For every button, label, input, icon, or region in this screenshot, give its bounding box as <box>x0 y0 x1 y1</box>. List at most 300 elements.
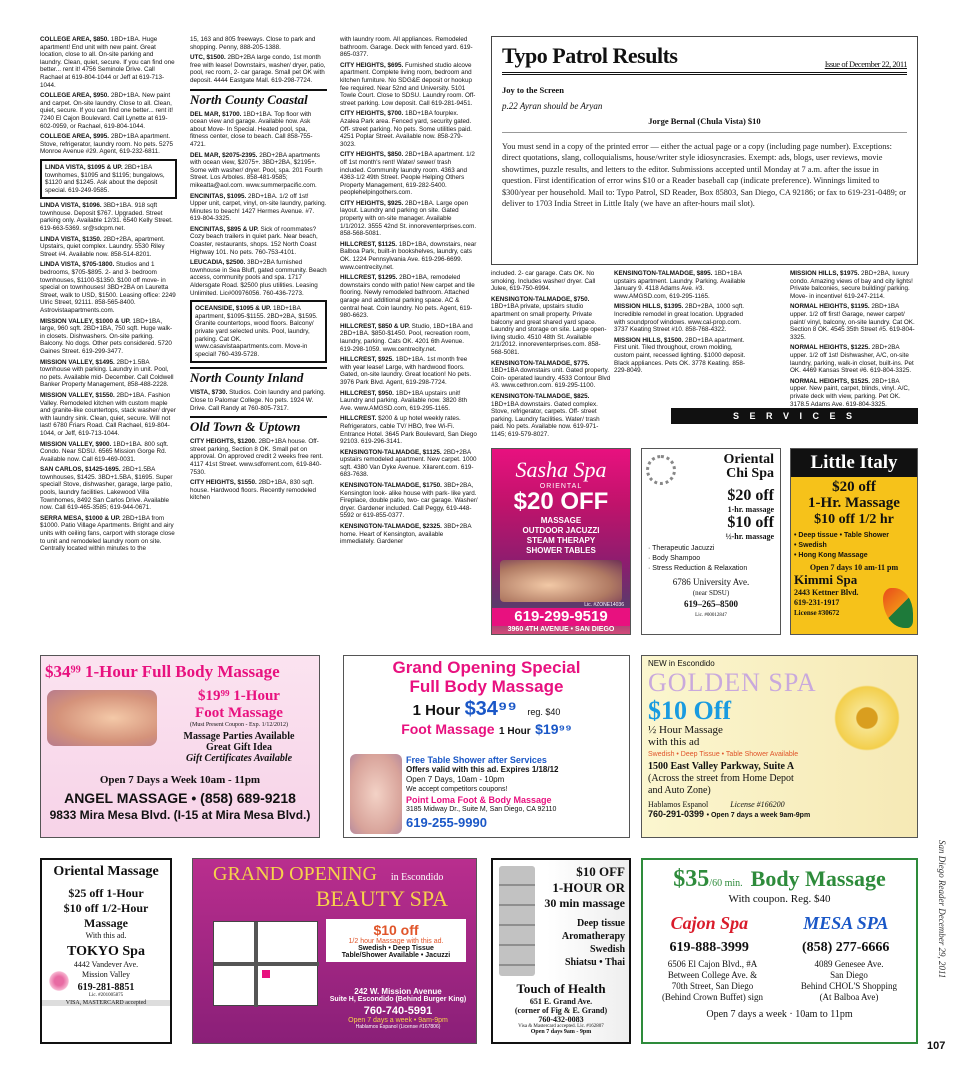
listing-text: 2BD+2BA upstairs remodeled apartment. New carpet. 1000 sqft. 4380 Van Dyke Avenue. Xilarent.com. 619-683-7638. <box>340 448 477 479</box>
golden-new: NEW in Escondido <box>648 659 715 668</box>
grand-hour-label: 1 Hour <box>412 702 461 719</box>
listing <box>340 62 478 108</box>
tokyo-offer-1: $25 off 1-Hour <box>68 886 144 900</box>
listing-text: 3BD+2BA furnished townhouse in Sea Bluff, gated community. Beach access, community pools and spa. 1717 Aldersgate Road. $2500 plus utilities. Leasing Unlimited. Lic#00976056. 760-436-7273. <box>190 259 327 297</box>
listing-text: 2BD+1.5BA townhouses, $1425. 3BD+1.5BA, $1695. Super special! Stove, dishwasher, garage, large patio, pools, laundry facilities. Lakewood Villa Townhomes, 8492 San Carlos Drive. Available now. Call 619-465-3585; 619-944-0671. <box>40 466 173 512</box>
listing-text: 1BD+1BA. 800 sqft. Condo. Near SDSU. 6565 Mission Gorge Rd. Available now. Call 619-469-0031. <box>40 440 169 463</box>
angel-perk-1: Massage Parties Available <box>183 731 295 742</box>
grand-hours: Open 7 Days, 10am - 10pm <box>406 775 505 784</box>
listing-heading: MISSION VALLEY, $1550. <box>40 391 115 399</box>
touch-name: Touch of Health <box>516 981 606 996</box>
listing-heading: LEUCADIA, $2500. <box>190 259 246 267</box>
listing <box>190 152 327 190</box>
cajon-per: /60 min. <box>709 878 743 889</box>
little-italy-title: Little Italy <box>810 452 898 473</box>
listing-text: 2BD+1BA townhomes, $1095 and $1195; bungalows, $1120 and $1245. Ask about the deposit special. 619-249-9585. <box>45 163 165 194</box>
classified-column-5 <box>614 270 754 400</box>
listing-text: 15, 163 and 805 freeways. Close to park and shopping. Penny, 888-205-1388. <box>190 36 316 51</box>
grand-title-1: Grand Opening Special <box>392 658 581 677</box>
angel-name-phone: ANGEL MASSAGE • (858) 689-9218 <box>64 790 296 806</box>
typo-winner: Jorge Bernal (Chula Vista) $10 <box>648 116 761 126</box>
listing <box>40 92 177 130</box>
listing-text: 1BD+1BA. Top floor with ocean view and garage. Available now. Ask about Move- In Special. Heated pool, spa, fitness center, close to beach. Call 858-755-4721. <box>190 110 313 148</box>
sasha-address: 3960 4TH AVENUE • SAN DIEGO <box>507 626 615 633</box>
listing-heading: LINDA VISTA, $705-1800. <box>40 261 115 269</box>
beauty-line-1: 1/2 hour Massage with this ad. <box>348 938 444 945</box>
listing-heading: HILLCREST, $1125. <box>340 240 398 248</box>
ad-tokyo-spa[interactable] <box>40 858 172 1044</box>
listing-text: Studios. Coin laundry and parking. Close to Palomar College. No pets. 1924 W. Drive. Call Randy at 760-805-7317. <box>190 389 326 412</box>
beauty-line-2: Swedish • Deep Tissue <box>358 945 434 952</box>
ad-point-loma-foot-body[interactable] <box>343 655 630 838</box>
listing <box>340 449 478 479</box>
ad-cajon-mesa-spa[interactable] <box>641 858 918 1044</box>
chi-name-1: Oriental <box>723 452 774 467</box>
listing-text: Studios and 1 bedrooms, $705-$895. 2- and 3- bedroom townhouses, $1100-$1350. $100 off move- in special on townhouses! 3BD+2BA on Lauretta Street, walk to USD, $1500. Leasing office: 2249 Ulric Street, 92111. 858-565-8400. Astrovistaapartments.com. <box>40 261 176 314</box>
listing-heading: HILLCREST. <box>340 415 377 423</box>
publication-footer: San Diego Reader December 29, 2011 <box>937 840 947 979</box>
listing-heading: CITY HEIGHTS, $695. <box>340 61 404 69</box>
touch-feature-4: Shiatsu • Thai <box>564 957 625 968</box>
little-italy-offer-1-label: 1-Hr. Massage <box>808 495 900 511</box>
chi-phone: 619–265–8500 <box>684 599 738 609</box>
listing-text: 1BD+1BA, downstairs, near Balboa Park, built-in bookshelves, laundry, cats OK. 1224 Pennsylvania Ave. 619-296-6699. www.centrecity.net. <box>340 240 477 271</box>
ad-beauty-spa[interactable] <box>192 858 477 1044</box>
ad-sasha-spa[interactable] <box>491 448 631 635</box>
section-heading-north-county-inland: North County Inland <box>190 367 327 385</box>
touch-hours: Open 7 days 9am - 9pm <box>530 1029 592 1035</box>
touch-address-1: 651 E. Grand Ave. <box>529 997 593 1006</box>
listing-heading: OCEANSIDE, $1095 & UP. <box>195 305 272 313</box>
listing <box>340 415 478 445</box>
daisy-flower-icon <box>827 678 907 758</box>
listing-text: 1BD+1BA. Huge apartment! End unit with new paint. Great location, close to all. On-site parking and laundry. Clean, quiet, secure. If you can find one better... rent it! 4756 Seminole Drive. Call Rachael at 619-804-1044 or Jeff at 619-713-1044. <box>40 36 175 89</box>
listing-text: 2BD+1BA. Large open layout. Laundry and parking on site. Gated property with on-site manager. Available 1/1/2012. 3555 42nd St. innoreventerprises.com. 858-568-5081. <box>340 199 477 238</box>
touch-phone: 760-432-0083 <box>538 1015 584 1024</box>
ad-little-italy-kimmi-spa[interactable] <box>790 448 918 635</box>
sasha-offer: $20 OFF <box>513 488 609 515</box>
sasha-line-2: OUTDOOR JACUZZI <box>522 526 600 535</box>
listing-heading: HILLCREST, $950. <box>340 389 394 397</box>
tokyo-license: Lic. #201005875 <box>88 993 124 998</box>
listing-heading: MISSION HILLS, $1500. <box>614 336 684 344</box>
listing-heading: COLLEGE AREA, $850. <box>40 36 110 43</box>
touch-offer-line-3: 30 min massage <box>544 896 625 910</box>
sasha-photo <box>500 560 622 602</box>
little-italy-feature-2: • Swedish <box>794 542 827 549</box>
angel-hours: Open 7 Days a Week 10am - 11pm <box>99 774 261 786</box>
angel-perk-3: Gift Certificates Available <box>185 753 293 764</box>
bamboo-icon <box>499 866 535 976</box>
cajon-title: Body Massage <box>750 866 886 891</box>
listing-text: 2BD+1BA from $1000. Patio Village Apartments. Bright and airy units with ceiling fans, carport with storage close to unit and remodeled laundry room on site. Centrally located within minutes to the <box>40 514 175 553</box>
sasha-name: Sasha Spa <box>515 457 607 482</box>
classified-column-6 <box>790 270 918 408</box>
listing-heading: HILLCREST, $1295. <box>340 274 398 282</box>
golden-offer: $10 Off <box>648 696 732 725</box>
angel-perk-2: Great Gift Idea <box>206 742 272 753</box>
listing <box>40 466 177 512</box>
listing-text: 2BD+2BA apartments with ocean view, $2075+. 3BD+2BA, $2195+. Some with washer/ dryer. Pool, spa. 201 Fourth Street. Los Arboles. 858-481-9585; mikeatta@aol.com. www.summerpacific.com. <box>190 151 323 189</box>
grand-offer: Offers valid with this ad. Expires 1/18/12 <box>406 765 559 774</box>
listing-heading: CITY HEIGHTS, $700. <box>340 110 404 118</box>
listing <box>40 261 177 314</box>
touch-offer: $10 OFF <box>576 864 625 879</box>
golden-address-3: and Auto Zone) <box>648 785 711 796</box>
golden-name: GOLDEN SPA <box>648 668 817 697</box>
listing-text: included. 2- car garage. Cats OK. No smoking. Includes washer/ dryer. Call Julee, 619-750-6994. <box>491 270 596 293</box>
listing <box>340 356 478 386</box>
listing <box>190 226 327 256</box>
grand-reg-price: reg. $40 <box>527 707 561 717</box>
cajon-address-4: (Behind Crown Buffet) sign <box>661 992 764 1002</box>
listing-heading: MISSION HILLS, $1975. <box>790 270 860 277</box>
listing-text: 1BD+1BA downstairs. Gated complex. Stove, refrigerator, carpets. Off- street parking. Laundry facilities. Water/ trash paid. No pets. Available now. 619-971-1145; 619-579-8027. <box>491 400 600 438</box>
ad-touch-of-health[interactable] <box>491 858 631 1044</box>
angel-coupon-note: (Must Present Coupon - Exp. 1/12/2012) <box>190 722 288 728</box>
touch-feature-3: Swedish <box>589 944 625 955</box>
listing-heading: DEL MAR, $1700. <box>190 110 242 118</box>
listing <box>40 359 177 389</box>
grand-phone: 619-255-9990 <box>406 815 487 830</box>
chi-name-2: Chi Spa <box>726 466 774 481</box>
listing <box>491 360 613 390</box>
listing-text: 2BD+2BA, luxury condo. Amazing views of bay and city lights! Private balconies, secure building/ parking. Move- in incentive! 619-247-2114. <box>790 270 913 300</box>
listing-text: 2BD+1BA apartment. 1/2 off 1st month's rent! Water/ sewer/ trash included. Community laundry room. 4363 and 4363-1/2 49th Street. People Helping Others Property Management, 619-282-5400. peoplehelpingothers.com. <box>340 151 475 197</box>
beauty-map <box>213 921 318 1006</box>
listing-text: 1BD+1BA downstairs unit. Gated property. Coin- operated laundry. 4533 Contour Blvd #3. www.cethron.com. 619-295-1100. <box>491 367 611 390</box>
golden-language: Hablamos Espanol <box>648 800 709 809</box>
sasha-line-3: STEAM THERAPY <box>526 536 596 545</box>
listing-text: 3BD+2BA home. Heart of Kensington, available immediately. Gardener <box>340 523 472 546</box>
little-italy-feature-1: • Deep tissue • Table Shower <box>794 532 890 539</box>
ad-oriental-chi-spa[interactable] <box>641 448 781 635</box>
typo-rules: You must send in a copy of the printed error — either the actual page or a copy (including page number). Exceptions: direct quotations, slang, colloquialisms, house/writer style idiosyncrasies. Exempt: ads, blogs, user reviews, movie showtimes, puzzle results, and letters to the editor. Submissions accepted until Monday at 7 a.m. after the issue in question. First identification of error wins $10 or a Reader baseball cap (indicate preference). Winnings limited to $300/year per household. Mail to: Typo Patrol, SD Reader, Box 85803, San Diego, CA 92186; or fax to 619-231-0489; or deliver to 1703 India Street in Little Italy (we have an after-hours mail slot). <box>502 132 907 209</box>
chi-near: (near SDSU) <box>692 589 730 597</box>
golden-line-2: with this ad <box>648 736 700 748</box>
listing <box>340 274 478 320</box>
listing <box>790 378 918 408</box>
listing-text: 1BD+1BA. 1st month free with year lease! Large, with hardwood floors. Gated, on-site laundry. Great location! No pets. 3976 Park Blvd. Agent, 619-298-7724. <box>340 356 472 386</box>
chi-license: Lic. #00012847 <box>695 613 727 618</box>
beauty-line-3: Table/Shower Available • Jacuzzi <box>341 952 451 959</box>
listing-text: 1BD+1BA upstairs apartment. Laundry. Parking. Available January 9. 4118 Adams Ave. #3. www.AMGSD.com, 619-295-1165. <box>614 270 746 300</box>
touch-offer-line-2: 1-HOUR OR <box>552 880 625 895</box>
grand-photo <box>350 754 402 834</box>
beauty-location: in Escondido <box>390 872 444 883</box>
cajon-address-2: Between College Ave. & <box>667 970 758 980</box>
listing <box>190 111 327 149</box>
touch-address-2: (corner of Fig & E. Grand) <box>514 1006 608 1015</box>
listing-heading: KENSINGTON-TALMADGE, $750. <box>491 295 590 303</box>
little-italy-license: License #30672 <box>794 609 840 617</box>
tokyo-title: Oriental Massage <box>53 864 159 879</box>
classified-column-3 <box>340 36 478 626</box>
listing-heading: VISTA, $730. <box>190 389 228 397</box>
listing-text: 2BD+1BA apartment. Stove, refrigerator, laundry room. No pets. 5275 Monroe Avenue #29. Agent, 619-232-6811. <box>40 133 174 156</box>
listing-text: 3BD+2BA, Kensington look- alike house with park- like yard. Fireplace, double patio, two- car garage. Washer/ dryer. Gardener included. Call Peggy, 619-448-5592 or 619-855-0377. <box>340 482 478 520</box>
chi-offer-1-label: 1-hr. massage <box>727 505 774 514</box>
listing <box>190 259 327 297</box>
cajon-coupon: With coupon. Reg. $40 <box>728 893 831 905</box>
listing <box>190 438 327 476</box>
listing-heading: LINDA VISTA, $1350. <box>40 235 102 243</box>
typo-patrol-title: Typo Patrol Results Issue of December 22, 2011 <box>502 43 907 75</box>
cajon-hours: Open 7 days a week · 10am to 11pm <box>706 1009 853 1020</box>
cherry-blossom-icon <box>46 968 72 994</box>
chi-feature-3: · Stress Reduction & Relaxation <box>648 565 748 572</box>
grand-address: 3185 Midway Dr., Suite M, San Diego, CA 92110 <box>406 806 557 813</box>
listing-heading: MISSION VALLEY, $1495. <box>40 358 115 366</box>
listing-text: Sick of roommates? Cozy beach trailers in quiet park. Near beach, Coaster, restaurants, shops. 152 North Coast Highway 101. No pets. 760-753-4101. <box>190 225 318 256</box>
tokyo-name: TOKYO Spa <box>67 944 145 959</box>
listing <box>40 515 177 553</box>
tokyo-cards: VISA, MASTERCARD accepted <box>42 1000 170 1006</box>
mesa-address-3: Behind CHOL'S Shopping <box>800 981 898 991</box>
listing-heading: HILLCREST, $850 & UP. <box>340 322 410 330</box>
grand-foot-price: $19⁹⁹ <box>535 721 572 737</box>
little-italy-offer-2: $10 off 1/2 hr <box>814 512 894 527</box>
beauty-address-2: Suite H, Escondido (Behind Burger King) <box>329 996 467 1003</box>
ad-golden-spa[interactable] <box>641 655 918 838</box>
section-heading-old-town-uptown: Old Town & Uptown <box>190 416 327 434</box>
sasha-phone: 619-299-9519 <box>492 608 630 626</box>
listing <box>40 36 177 89</box>
listing-text: 2BD+1BA apartment. First unit. Tiled throughout, crown molding, custom paint, recessed lighting. $1000 deposit. Black appliances. Pets OK. 3778 Keating. 858-229-8049. <box>614 336 746 375</box>
little-italy-hours: Open 7 days 10 am-11 pm <box>809 563 899 572</box>
mesa-address-2: San Diego <box>830 970 868 980</box>
listing <box>40 133 177 156</box>
listing-text: Studio, 1BD+1BA and 2BD+1BA. $850-$1450. Pool, recreation room, laundry, parking. Cats OK. 4201 6th Avenue. 619-298-1059. www.centrecity.net. <box>340 322 473 353</box>
grand-foot-hour: 1 Hour <box>499 726 531 737</box>
ad-angel-massage[interactable] <box>40 655 320 838</box>
listing-heading: CITY HEIGHTS, $1550. <box>190 479 257 487</box>
mesa-address-1: 4089 Genesee Ave. <box>814 959 884 969</box>
chi-flower-icon <box>646 455 676 485</box>
listing <box>40 392 177 438</box>
angel-foot-offer: $19⁹⁹ 1-Hour <box>198 688 280 704</box>
typo-patrol-box <box>491 36 918 265</box>
section-heading-north-county-coastal: North County Coastal <box>190 89 327 107</box>
listing <box>790 303 918 341</box>
golden-services: Swedish • Deep Tissue • Table Shower Available <box>648 751 799 758</box>
listing <box>614 270 754 300</box>
listing-heading: NORMAL HEIGHTS, $1225. <box>790 344 871 352</box>
listing <box>491 270 613 293</box>
angel-headline: $34⁹⁹ 1-Hour Full Body Massage <box>45 662 280 681</box>
listing-heading: HILLCREST, $925. <box>340 356 394 364</box>
listing <box>790 344 918 374</box>
listing-heading: NORMAL HEIGHTS, $1525. <box>790 377 871 385</box>
listing <box>340 36 478 59</box>
listing <box>40 441 177 464</box>
listing <box>190 389 327 412</box>
sasha-line-4: SHOWER TABLES <box>526 546 596 555</box>
listing <box>340 482 478 520</box>
tokyo-offer-2: $10 off 1/2-Hour <box>63 901 149 915</box>
services-banner: S E R V I C E S <box>671 408 918 424</box>
listing-heading: NORMAL HEIGHTS, $1195. <box>790 303 870 311</box>
listing <box>190 479 327 502</box>
listing-heading: CITY HEIGHTS, $925. <box>340 199 404 207</box>
little-italy-address: 2443 Kettner Blvd. <box>794 588 859 597</box>
beauty-phone: 760-740-5991 <box>363 1005 433 1017</box>
listing <box>340 200 478 238</box>
golden-license: License #166200 <box>730 800 785 809</box>
cajon-spa-logo: Cajon Spa <box>670 913 749 933</box>
listing-text: 2BD+1BA, 830 sqft. house. Hardwood floors. Recently remodeled kitchen <box>190 479 317 502</box>
angel-photo <box>47 690 157 746</box>
beauty-hours: Open 7 days a week • 9am-9pm <box>348 1017 448 1024</box>
chi-feature-1: · Therapeutic Jacuzzi <box>648 545 715 552</box>
listing <box>614 303 754 333</box>
listing-text: 2BD+1BA. New paint and carpet. On-site laundry. Close to all. Clean, quiet, secure. If you can find one better... rent it! 7240 El Cajon Boulevard. Call Lynette at 619-602-0959, or Rachael, 619-804-1044. <box>40 92 174 130</box>
listing <box>491 296 613 357</box>
typo-correction: p.22 Ayran should be Aryan <box>502 101 603 111</box>
listing <box>614 337 754 375</box>
listing-heading: ENCINITAS, $895 & UP. <box>190 225 259 233</box>
beauty-name: BEAUTY SPA <box>315 886 448 911</box>
listing <box>40 159 177 199</box>
listing-heading: DEL MAR, $2075-2395. <box>190 151 258 159</box>
tokyo-offer-3: Massage <box>84 916 128 930</box>
tokyo-with-ad: With this ad. <box>85 931 127 940</box>
cajon-phone: 619-888-3999 <box>669 940 749 955</box>
classified-column-4 <box>491 270 613 445</box>
listing-heading: CITY HEIGHTS, $850. <box>340 151 404 159</box>
beauty-license: Hablamos Espanol (License #167806) <box>355 1024 441 1030</box>
listing-text: 3BD+1BA. 918 sqft townhouse. Deposit $767. Upgraded. Street parking only. Available 12/31. 6540 Kelly Street. 619-663-5369. sr@sdcpm.net. <box>40 202 173 233</box>
grand-foot-label: Foot Massage <box>401 721 495 737</box>
listing-text: 2BD+1BA. Fashion Valley. Remodeled kitchen with custom maple and granite-like countertops, stack washer/ dryer with laundry sink. Clean, quiet, secure. Will not last! 6780 Friars Road. Call Rachael, 619-804-1044, or Jeff, 619-713-1044. <box>40 391 176 437</box>
listing-heading: ENCINITAS, $1095. <box>190 192 247 200</box>
mesa-spa-logo: MESA SPA <box>803 913 889 933</box>
golden-line-1: ½ Hour Massage <box>648 724 723 736</box>
listing <box>340 110 478 148</box>
listing <box>40 202 177 232</box>
listing-text: 2BD+1BA upper. New paint, carpet, blinds, vinyl. A/C, private deck with view, parking. Pet OK. 3178.5 Adams Ave. 619-804-3325. <box>790 377 910 408</box>
cajon-address-3: 70th Street, San Diego <box>671 981 754 991</box>
listing-heading: KENSINGTON-TALMADGE, $1750. <box>340 482 442 490</box>
beauty-address-1: 242 W. Mission Avenue <box>354 987 442 996</box>
listing <box>340 390 478 413</box>
golden-address-2: (Across the street from Home Depot <box>648 773 794 784</box>
listing <box>190 54 327 84</box>
angel-foot-label: Foot Massage <box>195 705 283 721</box>
listing-heading: KENSINGTON-TALMADGE, $825. <box>491 392 590 400</box>
chi-address: 6786 University Ave. <box>672 577 750 587</box>
listing-heading: KENSINGTON-TALMADGE, $895. <box>614 270 713 277</box>
grand-business-name: Point Loma Foot & Body Massage <box>406 795 552 805</box>
listing-heading: COLLEGE AREA, $950. <box>40 92 110 100</box>
listing <box>190 193 327 223</box>
tokyo-phone: 619-281-8851 <box>77 982 135 993</box>
listing-heading: KENSINGTON-TALMADGE, $1125. <box>340 448 442 456</box>
touch-feature-1: Deep tissue <box>576 918 625 929</box>
golden-hours: • Open 7 days a week 9am-9pm <box>706 812 811 819</box>
little-italy-spa-name: Kimmi Spa <box>794 572 858 587</box>
listing <box>40 318 177 356</box>
listing <box>40 236 177 259</box>
page-number: 107 <box>927 1040 946 1052</box>
cajon-price: $35 <box>673 866 710 892</box>
grand-coupons: We accept competitors coupons! <box>406 786 508 793</box>
sasha-line-1: MASSAGE <box>540 516 582 525</box>
listing-heading: LINDA VISTA, $1096. <box>40 202 102 210</box>
grand-title-2: Full Body Massage <box>409 677 564 696</box>
listing-text: 2BD+2BA upper. 1/2 off 1st! Dishwasher, A/C, on-site laundry, parking, walk-in closet, built-ins. Pet OK. 4469 Kansas Street #6. 619-804-3325. <box>790 344 914 375</box>
little-italy-phone: 619-231-1917 <box>794 598 840 607</box>
listing-text: 2BD+1BA. 1/2 off 1st! Upper unit, carpet, vinyl, on-site laundry, parking. Minutes to beach! 1427 Hermes Avenue. #7. 619-804-3325. <box>190 192 327 223</box>
mesa-phone: (858) 277-6666 <box>801 940 890 955</box>
listing-heading: UTC, $1500. <box>190 54 226 62</box>
golden-phone: 760-291-0399 <box>648 809 705 819</box>
grand-shower: Free Table Shower after Services <box>406 755 547 765</box>
beauty-grand-opening: GRAND OPENING <box>213 863 377 885</box>
tokyo-address-1: 4442 Vandever Ave. <box>73 960 139 969</box>
listing-text: Furnished studio alcove apartment. Complete living room, bedroom and kitchen furniture. No SDG&E deposit or hookup fee required. Near 52nd and University. 5101 Towle Court. Close to SDSU. Laundry room. Off- street parking. Low deposit. Call 619-281-9451. <box>340 61 476 107</box>
typo-story: Joy to the Screen <box>502 85 564 95</box>
typo-patrol-issue: Issue of December 22, 2011 <box>824 59 907 69</box>
listing-heading: KENSINGTON-TALMADGE, $2325. <box>340 523 442 531</box>
tokyo-address-2: Mission Valley <box>81 970 131 979</box>
listing <box>340 323 478 353</box>
listing-heading: MISSION VALLEY, $900. <box>40 440 112 448</box>
golden-address-1: 1500 East Valley Parkway, Suite A <box>648 761 795 772</box>
listing-heading: LINDA VISTA, $1095 & UP. <box>45 163 123 171</box>
listing-heading: COLLEGE AREA, $995. <box>40 133 110 141</box>
listing-text: 2BD+1.5BA townhouse with parking. Laundry in unit. Pool, no pets. Available mid- December. Call Coldwell Banker Property Management, 858-488-2228. <box>40 358 174 389</box>
listing-heading: MISSION HILLS, $1395. <box>614 303 684 311</box>
chi-offer-2: $10 off <box>727 514 774 531</box>
listing <box>790 270 918 300</box>
listing <box>190 300 327 363</box>
listing-text: 1BD+1BA upstairs unit! Laundry and parking. Available now. 3820 8th Ave. www.AMGSD.com, 619-295-1165. <box>340 389 467 412</box>
little-italy-feature-3: • Hong Kong Massage <box>794 552 868 559</box>
beauty-offer: $10 off <box>373 922 419 938</box>
listing-heading: CITY HEIGHTS, $1200. <box>190 438 257 446</box>
cajon-address-1: 6506 El Cajon Blvd., #A <box>667 959 758 969</box>
listing-text: $200 & up hotel weekly rates. Refrigerators, cable TV/ HBO, free Wi-Fi. Entrance Hotel. 3645 Park Boulevard, San Diego 92103. 619-296-3141. <box>340 415 477 446</box>
listing-text: 2BD+2BA, apartment. Upstairs, quiet complex. Laundry. 5530 Riley Street #4. Available now. 858-514-8201. <box>40 235 165 258</box>
chi-feature-2: · Body Shampoo <box>648 555 701 562</box>
listing-text: 1BD+1BA fourplex. Azalea Park area. Fenced yard, security gated. Off- street parking. No pets. Some utilities paid. 4251 Poplar Street. Available now. 858-279-3023. <box>340 110 472 148</box>
sasha-sub: ORIENTAL <box>539 483 583 490</box>
listing-heading: SERRA MESA, $1000 & UP. <box>40 514 121 522</box>
grand-hour-price: $34⁹⁹ <box>464 698 517 720</box>
listing-text: 2BD+1BA, remodeled downstairs condo with patio! New carpet and tile flooring. Newly remodeled bathroom. Attached garage and additional parking space. AC & central heat. Coin laundry. No pets. Agent, 619-980-6623. <box>340 274 475 320</box>
touch-cards: Visa & Mastercard accepted. Lic. #162807 <box>518 1024 604 1029</box>
listing-text: 2BD+1BA upper. 1/2 off first! Garage, newer carpet/ paint/ vinyl, balcony, on-site laundry. Cat OK. Section 8 OK. 4545 35th Street #5. 619-804-3325. <box>790 303 915 341</box>
sasha-license: Lic. #ZONE14036 <box>584 602 624 608</box>
listing <box>340 241 478 271</box>
little-italy-offer-1: $20 off <box>832 479 876 495</box>
touch-feature-2: Aromatherapy <box>561 931 625 942</box>
listing <box>190 36 327 51</box>
listing <box>340 151 478 197</box>
listing-text: 1BD+1BA apartment, $1095-$1155. 2BD+2BA, $1595. Granite countertops, wood floors. Balcony/ private yard selected units. Pool, laundry, parking. Cat OK. www.casavistaapartments.com. Move-in special! 760-439-5728. <box>195 305 318 358</box>
chi-offer-2-label: ½-hr. massage <box>725 532 774 541</box>
angel-address: 9833 Mira Mesa Blvd. (I-15 at Mira Mesa Blvd.) <box>49 808 311 822</box>
listing-text: 2BD+2BA, 1000 sqft. Incredible remodel in great location. Upgraded with soundproof windows. www.cal-prop.com. 3737 Keating Street #10. 858-768-4322. <box>614 303 745 334</box>
listing-heading: MISSION VALLEY, $1000 & UP. <box>40 317 131 325</box>
listing <box>491 393 613 439</box>
listing-heading: SAN CARLOS, $1425-1695. <box>40 466 121 474</box>
listing-text: with laundry room. All appliances. Remodeled bathroom. Garage. Deck with fenced yard. 619-865-0377. <box>340 36 473 59</box>
listing-text: 2BD+1BA house. Off- street parking, Section 8 OK. Small pet on approval. On approved credit 2 weeks free rent. 4117 41st Street. www.sdforrent.com, 619-840-7530. <box>190 438 324 476</box>
chi-offer-1: $20 off <box>727 487 774 504</box>
mesa-address-4: (At Balboa Ave) <box>819 992 879 1002</box>
